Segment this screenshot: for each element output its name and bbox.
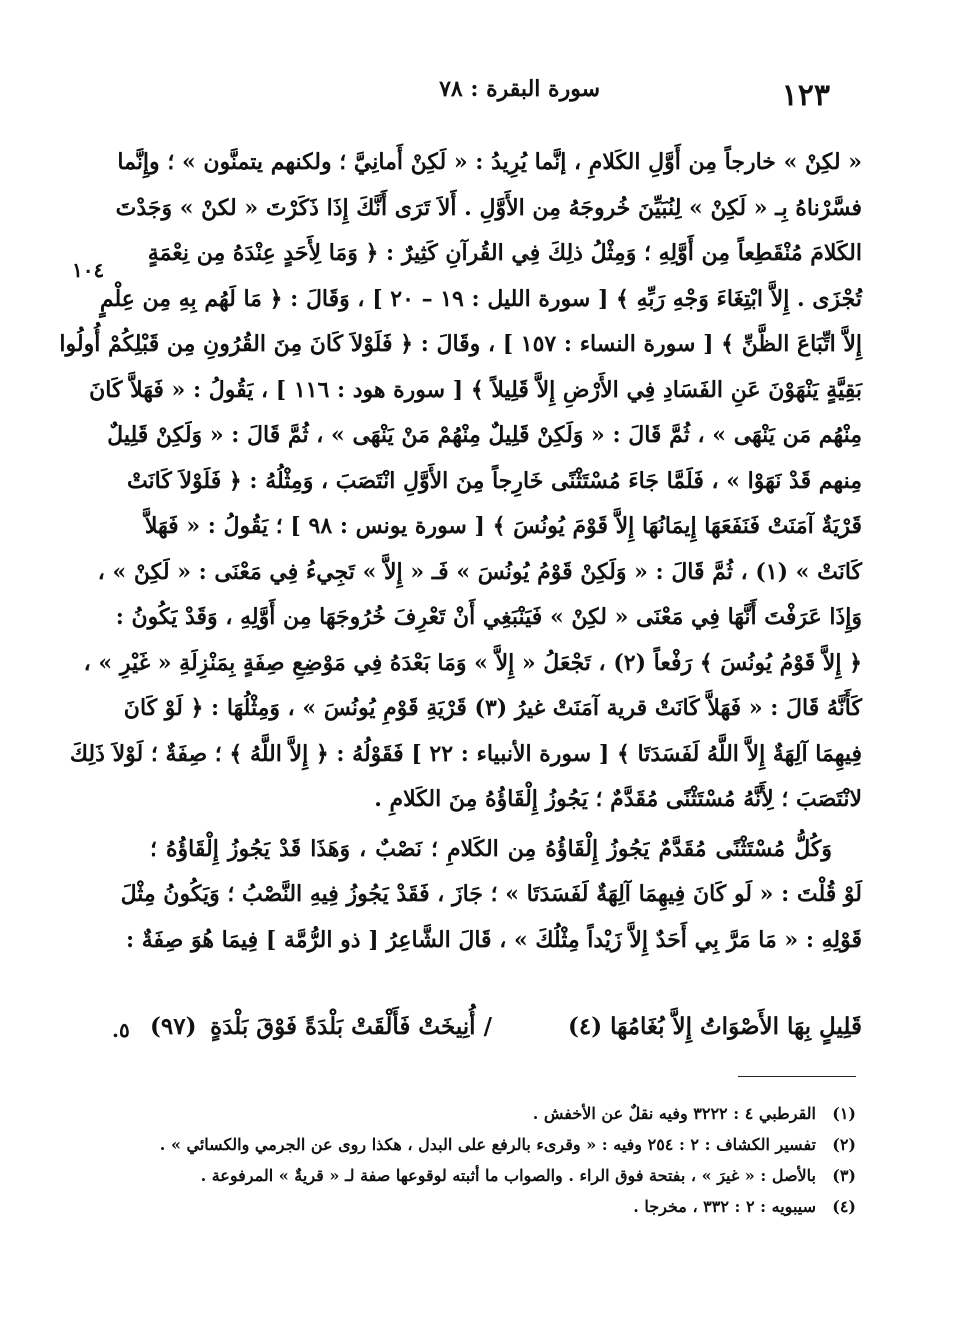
footnote-number: (٣)	[832, 1166, 856, 1185]
text-line: كَانَتْ » (١) ، ثُمَّ قَالَ : « وَلَكِنْ قَوْمُ يُونُسَ » فَـ « إِلاَّ » تَجِيءُ فِي مَعْنَى : « لَكِنْ » ،	[97, 558, 862, 585]
text-line: قَوْلِهِ : « مَا مَرَّ بِي أَحَدٌ إِلاَّ زَيْداً مِثْلُكَ » ، قَالَ الشَّاعِرُ [ ذو الرُّمَّة ] فِيمَا هُوَ صِفَةٌ :	[125, 926, 862, 953]
verse-number: (٩٧)	[150, 1013, 197, 1040]
footnote	[196, 1160, 856, 1191]
text-line: ﴿ إِلاَّ قَوْمُ يُونُسَ ﴾ رَفْعاً (٢) ، تَجْعَلُ « إِلاَّ » وَمَا بَعْدَهُ فِي مَوْضِعِ صِفَةٍ بِمَنْزِلَةِ « غَيْرِ » ،	[83, 649, 862, 676]
page-number: ١٢٣	[781, 78, 830, 113]
footnote-text: تفسير الكشاف : ٢ : ٢٥٤ وفيه : « وقرىء بالرفع على البدل ، هكذا روى عن الجرمي والكسائي » .	[159, 1135, 816, 1154]
text-line: وَكُلُّ مُسْتَثْنًى مُقَدَّمٌ يَجُوزُ إِلْقَاؤُهُ مِن الكَلامِ ؛ نَصْبٌ ، وَهَذَا قَدْ يَجُوزُ إِلْقَاؤُهُ ؛	[150, 835, 832, 862]
text-line: فسَّرْناهُ بِـ « لَكِنْ » لِنُبَيِّنَ خُروجَهُ مِن الأَوَّلِ . أَلاَ تَرَى أَنَّكَ إِذَا ذَكَرْتَ « لكنْ » وَجَدْتَ	[115, 194, 862, 221]
footnote-number: (١)	[832, 1104, 856, 1123]
footnote	[159, 1129, 856, 1160]
text-line: بَقِيَّةٍ يَنْهَوْنَ عَنِ الفَسَادِ فِي الأَرْضِ إِلاَّ قَلِيلاً ﴾ [ سورة هود : ١١٦ ] ، يَقُولُ : « فَهَلاَّ كَانَ	[89, 376, 862, 403]
footnote-number: (٤)	[832, 1197, 856, 1216]
footnotes	[159, 1098, 856, 1222]
text-line: لَوْ قُلْتَ : « لَو كَانَ فِيهِمَا آلِهَةٌ لَفَسَدَتَا » ؛ جَازَ ، فَقَدْ يَجُوزُ فِيهِ النَّصْبُ ؛ وَيَكُونُ مِثْلَ	[120, 881, 862, 907]
text-line: مِنهم قَدْ نَهَوْا » ، فَلَمَّا جَاءَ مُسْتَثْنًى خَارِجاً مِنَ الأَوَّلِ انْتَصَبَ ، وَمِثْلُهُ : ﴿ فَلَوْلاَ كَانَتْ	[126, 467, 862, 494]
footnote-separator	[738, 1076, 856, 1077]
margin-line-number: ١٠٤	[72, 258, 105, 282]
text-line: مِنْهُم مَن يَنْهَى » ، ثُمَّ قَالَ : « وَلَكِنْ قَلِيلٌ مِنْهُمْ مَنْ يَنْهَى » ، ثُمَّ قَالَ : « وَلَكِنْ قَلِيلٌ	[107, 422, 862, 448]
footnote-number: (٢)	[832, 1135, 856, 1154]
footnote	[196, 1191, 856, 1222]
text-line: فِيهِمَا آلِهَةٌ إِلاَّ اللَّهُ لَفَسَدَتَا ﴾ [ سورة الأنبياء : ٢٢ ] فَقَوْلُهُ : ﴿ إِلاَّ اللَّهُ ﴾ ؛ صِفَةٌ ؛ لَوْلاَ ذَلِكَ	[69, 740, 862, 767]
verse-second-hemistich: قَلِيلٍ بِهَا الأَصْوَاتُ إِلاَّ بُغَامُهَا (٤)	[567, 1013, 862, 1040]
text-line: تُجْزَى . إِلاَّ ابْتِغَاءَ وَجْهِ رَبِّهِ ﴾ [ سورة الليل : ١٩ – ٢٠ ] ، وَقَالَ : ﴿ مَا لَهُم بِهِ مِن عِلْمٍ	[99, 285, 862, 312]
text-line: إِلاَّ اتِّبَاعَ الظَّنِّ ﴾ [ سورة النساء : ١٥٧ ] ، وقَالَ : ﴿ فَلَوْلاَ كَانَ مِنَ القُرُونِ مِن قَبْلِكُمْ أُولُوا	[59, 331, 862, 357]
text-line: وَإِذَا عَرَفْتَ أَنَّهَا فِي مَعْنَى « لكِنْ » فَيَنْبَغِي أَنْ تَعْرِفَ خُرُوجَهَا مِن أَوَّلِهِ ، وَقَدْ يَكُونُ :	[115, 604, 862, 630]
running-title: سورة البقرة : ٧٨	[439, 76, 600, 102]
verse-first-hemistich: / أُنِيخَتْ فَأَلْقَتْ بَلْدَةً فَوْقَ بَلْدَةٍ	[210, 1013, 492, 1040]
footnote-text: القرطبي ٤ : ٣٢٢٢ وفيه نقلٌ عن الأخفش .	[532, 1104, 816, 1123]
paragraph-2	[120, 827, 862, 964]
page-header	[150, 70, 830, 113]
text-line: كَأَنَّهُ قَالَ : « فَهَلاَّ كَانَتْ قرية آمَنَتْ غيرُ (٣) قَرْيَةِ قَوْمِ يُونُسَ » ، وَمِثْلُهَا : ﴿ لَوْ كَانَ	[123, 695, 862, 721]
text-line: قَرْيَةٌ آمَنَتْ فَنَفَعَهَا إِيمَانُهَا إِلاَّ قَوْمَ يُونُسَ ﴾ [ سورة يونس : ٩٨ ] ؛ يَقُولُ : « فَهَلاَّ	[144, 513, 862, 539]
poetry-verse	[150, 1005, 862, 1049]
text-line: « لكِنْ » خارجاً مِن أَوَّلِ الكَلامِ ، إنَّما يُرِيدُ : « لَكِنْ أَمانِيَّ ؛ ولكنهم يتمنَّون » ؛ وإِنَّما	[117, 149, 862, 175]
text-line: لانْتَصَبَ ؛ لِأَنَّهُ مُسْتَثْنًى مُقَدَّمٌ ؛ يَجُوزُ إِلْقَاؤُهُ مِنَ الكَلامِ .	[374, 786, 862, 812]
footnote	[196, 1098, 856, 1129]
footnote-text: بالأصل : « غيرَ » ، بفتحة فوق الراء . والصواب ما أثبته لوقوعها صفة لـ « قريةٌ » المرفوعة .	[200, 1166, 816, 1185]
margin-line-number: ٥.	[112, 1018, 130, 1042]
text-line: الكَلامَ مُنْقَطِعاً مِن أَوَّلِهِ ؛ وَمِثْلُ ذلِكَ فِي القُرآنِ كَثِيرٌ : ﴿ وَمَا لِأَحَدٍ عِنْدَهُ مِن نِعْمَةٍ	[147, 240, 862, 266]
footnote-text: سيبويه : ٢ : ٣٣٢ ، مخرجا .	[633, 1197, 816, 1216]
